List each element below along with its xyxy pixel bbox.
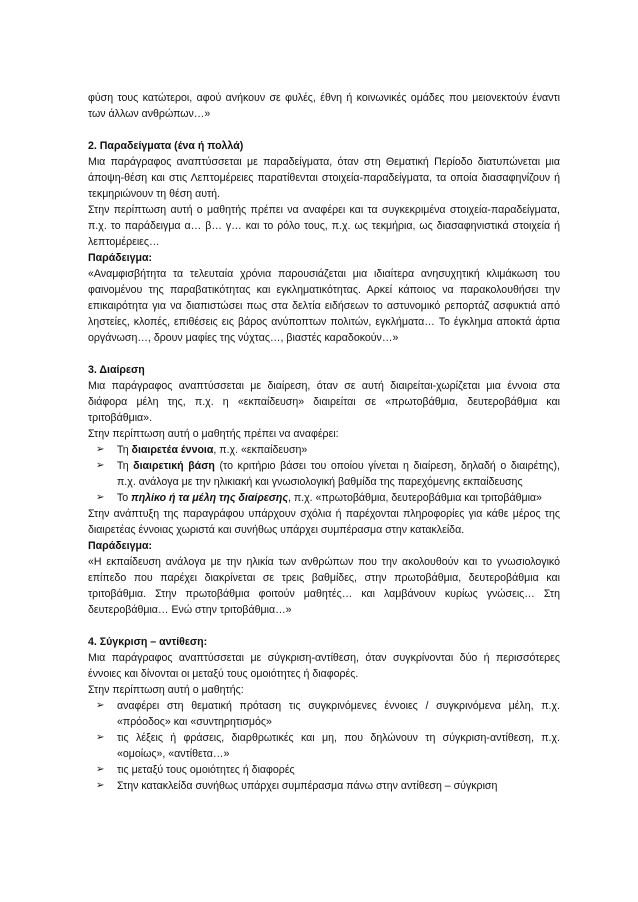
section-4-paragraph-2: Στην περίπτωση αυτή ο μαθητής:: [88, 684, 244, 696]
bullet-text: Τη: [117, 444, 132, 456]
list-item: [88, 490, 560, 506]
section-3-title: 3. Διαίρεση: [88, 364, 145, 376]
section-2-title: 2. Παραδείγματα (ένα ή πολλά): [88, 140, 244, 152]
arrowhead-right-icon: ➢: [96, 732, 105, 743]
spacer: [88, 346, 560, 362]
section-2-paragraph-2: Στην περίπτωση αυτή ο μαθητής πρέπει να αναφέρει και τα συγκεκριμένα στοιχεία-παραδείγματα, π.χ. το παράδειγμα α… β… γ… και το ρόλο τους, π.χ. ως τεκμήρια, ως διασαφηνιστικά στοιχεία ή λεπτομέρειες…: [88, 204, 560, 248]
bullet-text: Τη: [117, 460, 134, 472]
arrowhead-right-icon: ➢: [96, 764, 105, 775]
intro-paragraph: φύση τους κατώτεροι, αφού ανήκουν σε φυλές, έθνη ή κοινωνικές ομάδες που μειονεκτούν έναντι των άλλων ανθρώπων…»: [88, 92, 560, 120]
section-3-paragraph-1: Μια παράγραφος αναπτύσσεται με διαίρεση, όταν σε αυτή διαιρείται-χωρίζεται μια έννοια στα διάφορα μέλη της, π.χ. η «εκπαίδευση» διαιρείται σε «πρωτοβάθμια, δευτεροβάθμια και τριτοβάθμια».: [88, 380, 560, 424]
bullet-text: τις λέξεις ή φράσεις, διαρθρωτικές και μη, που δηλώνουν τη σύγκριση-αντίθεση, π.χ. «ομοίως», «αντίθετα…»: [117, 732, 560, 760]
arrowhead-right-icon: ➢: [96, 492, 105, 503]
arrowhead-right-icon: ➢: [96, 700, 105, 711]
section-3-paragraph-2: Στην περίπτωση αυτή ο μαθητής πρέπει να αναφέρει:: [88, 428, 339, 440]
section-3-example-label: Παράδειγμα:: [88, 540, 153, 552]
bullet-text: , π.χ. «εκπαίδευση»: [213, 444, 308, 456]
section-3-paragraph-3: Στην ανάπτυξη της παραγράφου υπάρχουν σχόλια ή παρέχονται πληροφορίες για κάθε μέρος της διαιρετέας έννοιας χωριστά και συνήθως υπάρχει συμπέρασμα στην κατακλείδα.: [88, 508, 560, 536]
section-4-title: 4. Σύγκριση – αντίθεση:: [88, 636, 208, 648]
list-item: [88, 730, 560, 762]
bullet-text: Στην κατακλείδα συνήθως υπάρχει συμπέρασμα πάνω στην αντίθεση – σύγκριση: [117, 780, 498, 792]
bullet-emphasis: διαιρετέα έννοια: [131, 444, 214, 456]
bullet-emphasis: πηλίκο ή τα μέλη της διαίρεσης: [131, 492, 288, 504]
section-4-paragraph-1: Μια παράγραφος αναπτύσσεται με σύγκριση-αντίθεση, όταν συγκρίνονται δύο ή περισσότερες έννοιες και δίνονται οι μεταξύ τους ομοιότητες ή διαφορές.: [88, 652, 560, 680]
arrowhead-right-icon: ➢: [96, 460, 105, 471]
bullet-text: (το κριτήριο βάσει του οποίου γίνεται η διαίρεση, δηλαδή ο διαιρέτης), π.χ. ανάλογα με την ηλικιακή και γνωσιολογική βαθμίδα της παρεχόμενης εκπαίδευσης: [117, 460, 560, 488]
list-item: [88, 698, 560, 730]
spacer: [88, 618, 560, 634]
spacer: [88, 122, 560, 138]
bullet-emphasis: διαιρετική βάση: [133, 460, 215, 472]
arrowhead-right-icon: ➢: [96, 444, 105, 455]
bullet-text: αναφέρει στη θεματική πρόταση τις συγκρινόμενες έννοιες / συγκρινόμενα μέλη, π.χ. «πρόοδος» και «συντηρητισμός»: [117, 700, 560, 728]
arrowhead-right-icon: ➢: [96, 780, 105, 791]
bullet-text: Το: [117, 492, 132, 504]
section-2-example: «Αναμφισβήτητα τα τελευταία χρόνια παρουσιάζεται μια ιδιαίτερα ανησυχητική κλιμάκωση του φαινομένου της παραβατικότητας και εγκληματικότητας. Αρκεί κάποιος να παρακολουθήσει την επικαιρότητα για να διαπιστώσει πως στα δελτία ειδήσεων το αστυνομικό ρεπορτάζ ασφυκτιά από ληστείες, κλοπές, επιθέσεις εις βάρος ανύποπτων πολιτών, εγκλήματα… Το έγκλημα αποκτά άρτια οργάνωση…, δρουν μαφίες της νύχτας…, βιαστές καραδοκούν…»: [88, 268, 560, 344]
list-item: [88, 762, 560, 778]
bullet-text: , π.χ. «πρωτοβάθμια, δευτεροβάθμια και τριτοβάθμια»: [287, 492, 542, 504]
section-2-example-label: Παράδειγμα:: [88, 252, 153, 264]
list-item: [88, 458, 560, 490]
section-3-bullet-list: [88, 442, 560, 506]
section-4-bullet-list: [88, 698, 560, 794]
section-3-example: «Η εκπαίδευση ανάλογα με την ηλικία των ανθρώπων που την ακολουθούν και το γνωσιολογικό επίπεδο που παρέχει διακρίνεται σε τρεις βαθμίδες, στην πρωτοβάθμια, δευτεροβάθμια και τριτοβάθμια. Στην πρωτοβάθμια φοιτούν μαθητές… και λαμβάνουν κυρίως γνώσεις… Στη δευτεροβάθμια… Ενώ στην τριτοβάθμια…»: [88, 556, 560, 616]
list-item: [88, 442, 560, 458]
bullet-text: τις μεταξύ τους ομοιότητες ή διαφορές: [117, 764, 295, 776]
section-2-paragraph-1: Μια παράγραφος αναπτύσσεται με παραδείγματα, όταν στη Θεματική Περίοδο διατυπώνεται μια άποψη-θέση και στις Λεπτομέρειες παρατίθενται στοιχεία-παραδείγματα, τα οποία διασαφηνίζουν ή τεκμηριώνουν τη θέση αυτή.: [88, 156, 560, 200]
list-item: [88, 778, 560, 794]
